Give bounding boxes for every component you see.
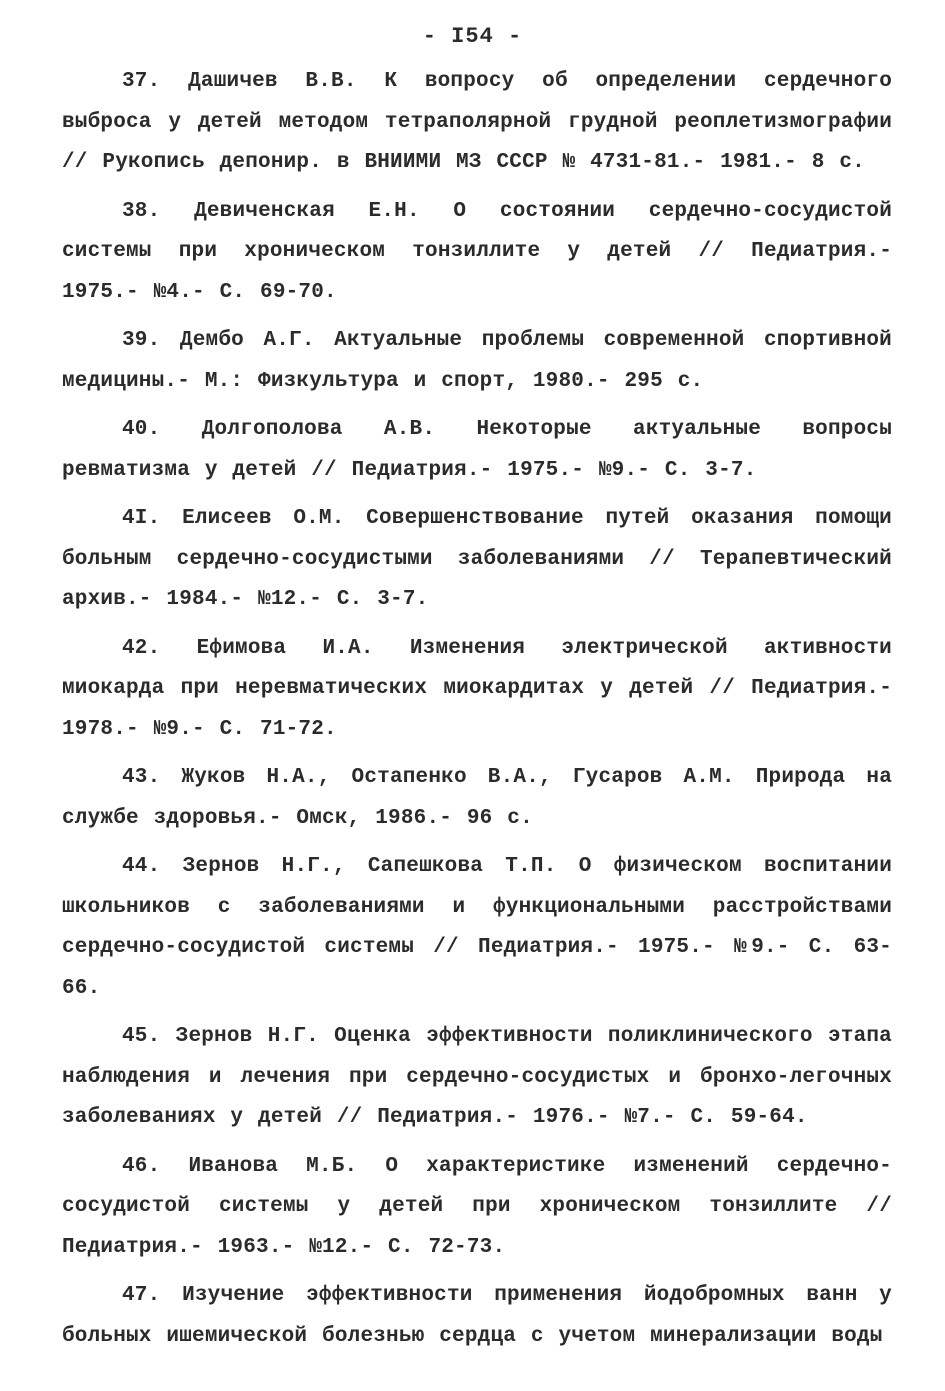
reference-entry <box>62 62 892 184</box>
reference-text: Дембо А.Г. Актуальные проблемы современной спортивной медицины.- М.: Физкультура и спорт, 1980.- 295 с. <box>62 329 892 393</box>
reference-text: Жуков Н.А., Остапенко В.А., Гусаров А.М. Природа на службе здоровья.- Омск, 1986.- 96 с. <box>62 766 892 830</box>
reference-entry <box>62 321 892 402</box>
reference-text: Девиченская Е.Н. О состоянии сердечно-сосудистой системы при хроническом тонзиллите у детей // Педиатрия.- 1975.- №4.- С. 69-70. <box>62 199 893 304</box>
reference-entry <box>62 629 892 751</box>
reference-number: 43. <box>122 766 161 789</box>
reference-text: Зернов Н.Г., Сапешкова Т.П. О физическом воспитании школьников с заболеваниями и функциональными расстройствами сердечно-сосудистой системы // Педиатрия.- 1975.- №9.- С. 63-66. <box>62 855 892 1000</box>
reference-entry <box>62 1017 892 1139</box>
reference-number: 4I. <box>122 507 161 530</box>
reference-text: Изучение эффективности применения йодобромных ванн у больных ишемической болезнью сердца с учетом минерализации воды <box>62 1284 892 1348</box>
reference-number: 45. <box>122 1025 161 1048</box>
reference-entry <box>62 1147 892 1269</box>
reference-text: Дашичев В.В. К вопросу об определении сердечного выброса у детей методом тетраполярной грудной реоплетизмографии // Рукопись депонир. в ВНИИМИ МЗ СССР № 4731-81.- 1981.- 8 с. <box>62 70 892 174</box>
reference-list <box>62 62 892 1365</box>
reference-entry <box>62 410 892 491</box>
reference-number: 40. <box>122 418 161 441</box>
reference-text: Долгополова А.В. Некоторые актуальные вопросы ревматизма у детей // Педиатрия.- 1975.- №9.- С. 3-7. <box>62 418 892 482</box>
reference-entry <box>62 758 892 839</box>
reference-number: 38. <box>122 199 161 223</box>
reference-entry <box>62 847 892 1009</box>
reference-number: 39. <box>122 329 161 352</box>
reference-number: 37. <box>122 70 161 93</box>
reference-text: Елисеев О.М. Совершенствование путей оказания помощи больным сердечно-сосудистыми заболеваниями // Терапевтический архив.- 1984.- №12.- С. 3-7. <box>62 507 892 611</box>
reference-entry <box>62 499 892 621</box>
reference-text: Ефимова И.А. Изменения электрической активности миокарда при неревматических миокардитах у детей // Педиатрия.- 1978.- №9.- С. 71-72. <box>62 636 892 741</box>
reference-text: Зернов Н.Г. Оценка эффективности поликлинического этапа наблюдения и лечения при сердечно-сосудистых и бронхо-легочных заболеваниях у детей // Педиатрия.- 1976.- №7.- С. 59-64. <box>62 1025 892 1129</box>
reference-entry <box>62 192 892 314</box>
reference-text: Иванова М.Б. О характеристике изменений сердечно-сосудистой системы у детей при хроническом тонзиллите // Педиатрия.- 1963.- №12.- С. 72-73. <box>62 1154 892 1259</box>
reference-number: 46. <box>122 1154 161 1178</box>
page-number: - I54 - <box>422 24 523 49</box>
reference-entry <box>62 1276 892 1357</box>
reference-number: 42. <box>122 636 161 660</box>
reference-number: 47. <box>122 1284 161 1307</box>
reference-number: 44. <box>122 855 161 878</box>
